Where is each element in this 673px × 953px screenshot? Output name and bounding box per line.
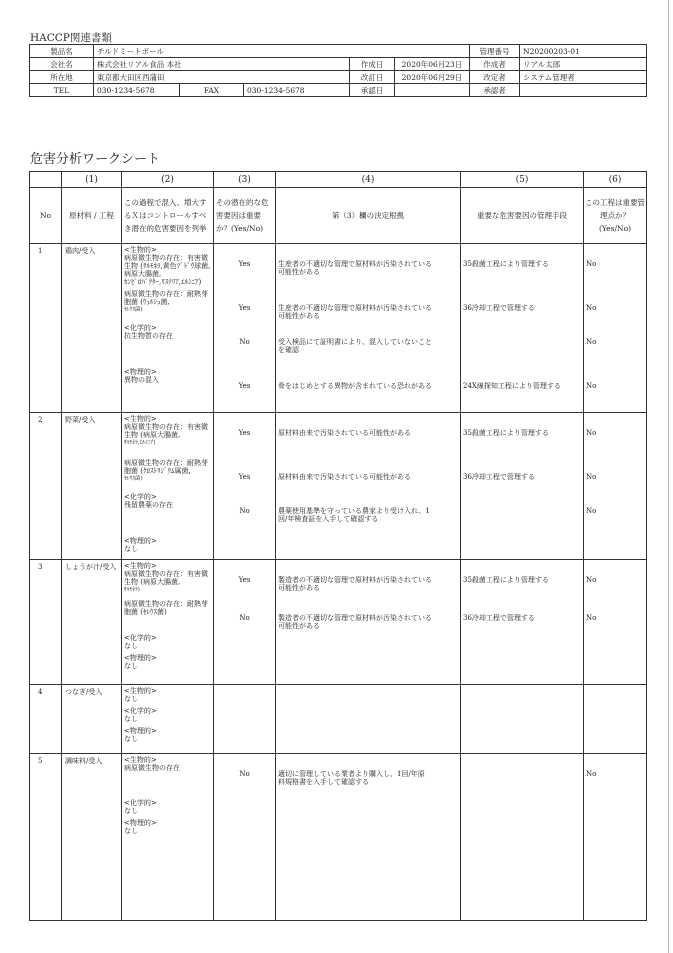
basis-text (278, 304, 458, 320)
hazard-line: <物理的> (124, 819, 157, 827)
col-number-1: (1) (62, 172, 122, 188)
hazard-line: ｶﾝﾋﾟﾛﾊﾞｸﾀｰ,ﾘｽﾃﾘｱ,ｴﾙｼﾆｱ) (124, 278, 202, 286)
basis-text (278, 576, 458, 592)
basis-line: 農薬使用基準を守っている農家より受け入れ、1 (278, 507, 430, 515)
author-value: リアル太郎 (520, 58, 647, 71)
author-label: 作成者 (470, 58, 520, 71)
hazard-text (124, 493, 211, 509)
basis-line: 骨をはじめとする異物が含まれている恐れがある (278, 382, 432, 390)
ccp-value: No (586, 473, 597, 481)
col-number-4: (4) (276, 172, 461, 188)
tel-label: TEL (30, 84, 94, 97)
hazard-line: ｾﾚｳｽ菌) (124, 476, 143, 482)
ccp-cell (584, 413, 647, 560)
fax-value: 030-1234-5678 (244, 84, 350, 97)
hazard-text (124, 459, 211, 483)
important-value: Yes (238, 260, 251, 268)
hazard-line: <生物的> (124, 415, 157, 423)
table-row (30, 244, 647, 413)
document-title: HACCP関連書類 (30, 32, 112, 44)
control-cell (461, 244, 584, 413)
revised-label: 改訂日 (350, 71, 395, 84)
basis-line: 受入検品にて証明書により、混入していないこと (278, 338, 432, 346)
basis-cell (276, 685, 461, 754)
ccp-value: No (586, 576, 597, 584)
ccp-cell (584, 754, 647, 921)
col-number-6: (6) (584, 172, 647, 188)
control-text: 35殺菌工程により管理する (463, 429, 549, 437)
approved-label: 承認日 (350, 84, 395, 97)
header-no: No (30, 188, 62, 244)
basis-line: 原材料由来で汚染されている可能性がある (278, 473, 411, 481)
reviser-value: システム管理者 (520, 71, 647, 84)
basis-line: 可能性がある (278, 622, 320, 630)
row-material: 野菜/受入 (62, 413, 122, 560)
table-row (30, 413, 647, 560)
approver-label: 承認者 (470, 84, 520, 97)
hazard-line: <生物的> (124, 246, 157, 254)
basis-line: 生産者の不適切な管理で原材料が汚染されている (278, 260, 432, 268)
hazard-line: ｾﾚｳｽ菌) (124, 307, 143, 313)
basis-text (278, 429, 458, 437)
ccp-value: No (586, 382, 597, 390)
hazard-line: なし (124, 715, 138, 723)
hazard-text (124, 756, 211, 772)
row-material: 調味料/受入 (62, 754, 122, 921)
control-cell (461, 560, 584, 685)
basis-line: 料規格書を入手して確認する (278, 778, 369, 786)
important-cell (214, 244, 276, 413)
control-text: 24X線探知工程により管理する (463, 382, 561, 390)
ccp-value: No (586, 304, 597, 312)
company-label: 会社名 (30, 58, 94, 71)
product-label: 製品名 (30, 45, 94, 58)
page-edge (668, 0, 669, 953)
reviser-label: 改定者 (470, 71, 520, 84)
hazard-line: なし (124, 642, 138, 650)
basis-line: 回/年検査証を入手して確認する (278, 515, 379, 523)
hazard-text (124, 415, 211, 447)
hazard-text (124, 687, 211, 743)
header-important: その潜在的な危害要因は重要か？(Yes/No) (214, 188, 276, 244)
hazard-text (124, 290, 211, 314)
created-label: 作成日 (350, 58, 395, 71)
address-value: 東京都大田区西蒲田 (94, 71, 350, 84)
header-control: 重要な危害要因の管理手段 (461, 188, 584, 244)
control-text: 35殺菌工程により管理する (463, 260, 549, 268)
basis-line: 原材料由来で汚染されている可能性がある (278, 429, 411, 437)
header-hazards: この過程で混入、増大するＸはコントロールすべき潜在的危害要因を列挙 (122, 188, 214, 244)
row-no: 3 (30, 560, 62, 685)
col-number-2: (2) (122, 172, 214, 188)
row-no: 2 (30, 413, 62, 560)
hazard-text (124, 600, 211, 616)
hazard-line: 異物の混入 (124, 376, 159, 384)
control-cell (461, 685, 584, 754)
mgmt-no-label: 管理番号 (470, 45, 520, 58)
header-material: 原材料 / 工程 (62, 188, 122, 244)
basis-line: を確認 (278, 346, 299, 354)
hazard-line: ｻﾙﾓﾈﾗ) (124, 587, 140, 593)
control-text: 36冷却工程で管理する (463, 614, 535, 622)
hazard-line: <化学的> (124, 799, 157, 807)
ccp-value: No (586, 614, 597, 622)
hazard-cell (122, 754, 214, 921)
hazard-line: 病原微生物の存在：耐熱芽胞菌 (ｳｪﾙｼｭ菌, (124, 290, 208, 306)
important-value: No (239, 338, 250, 346)
control-text: 36冷却工程で管理する (463, 304, 535, 312)
important-cell (214, 685, 276, 754)
hazard-text (124, 368, 211, 384)
hazard-cell (122, 685, 214, 754)
row-no: 5 (30, 754, 62, 921)
control-text: 36冷却工程で管理する (463, 473, 535, 481)
company-value: 株式会社リアル食品 本社 (94, 58, 350, 71)
hazard-text (124, 562, 211, 594)
product-value: チルドミートボール (94, 45, 470, 58)
hazard-line: 抗生物質の存在 (124, 332, 173, 340)
header-ccp: この工程は重要管理点か？(Yes/No) (584, 188, 647, 244)
important-value: Yes (238, 304, 251, 312)
basis-line: 製造者の不適切な管理で原材料が汚染されている (278, 614, 432, 622)
important-cell (214, 560, 276, 685)
control-text: 35殺菌工程により管理する (463, 576, 549, 584)
hazard-line: なし (124, 807, 138, 815)
basis-line: 可能性がある (278, 584, 320, 592)
important-value: Yes (238, 473, 251, 481)
basis-line: 可能性がある (278, 268, 320, 276)
important-value: Yes (238, 429, 251, 437)
hazard-line: なし (124, 695, 138, 703)
ccp-value: No (586, 260, 597, 268)
hazard-line: 病原微生物の存在：耐熱芽胞菌 (ｸﾛｽﾄﾘｼﾞｳﾑ属菌, (124, 459, 208, 475)
hazard-text (124, 324, 211, 340)
important-value: Yes (238, 576, 251, 584)
basis-cell (276, 413, 461, 560)
important-value: Yes (238, 382, 251, 390)
important-cell (214, 413, 276, 560)
hazard-line: <生物的> (124, 687, 157, 695)
hazard-line: なし (124, 545, 138, 553)
basis-cell (276, 244, 461, 413)
row-material: 鶏肉/受入 (62, 244, 122, 413)
basis-text (278, 382, 458, 390)
control-cell (461, 413, 584, 560)
hazard-line: なし (124, 827, 138, 835)
ccp-value: No (586, 429, 597, 437)
important-value: No (239, 614, 250, 622)
basis-line: 製造者の不適切な管理で原材料が汚染されている (278, 576, 432, 584)
row-no: 4 (30, 685, 62, 754)
hazard-line: <生物的> (124, 756, 157, 764)
address-label: 所在地 (30, 71, 94, 84)
basis-text (278, 338, 458, 354)
hazard-line: 病原微生物の存在：有害微生物 (病原大腸菌, (124, 570, 208, 586)
row-material: つなぎ/受入 (62, 685, 122, 754)
approved-value (395, 84, 470, 97)
hazard-line: <物理的> (124, 537, 157, 545)
hazard-line: 残留農薬の存在 (124, 501, 173, 509)
basis-text (278, 260, 458, 276)
ccp-value: No (586, 770, 597, 778)
hazard-line: <物理的> (124, 727, 157, 735)
product-info-table (29, 44, 647, 97)
hazard-worksheet-table (29, 171, 647, 921)
hazard-cell (122, 560, 214, 685)
important-value: No (239, 770, 250, 778)
revised-value: 2020年06月29日 (395, 71, 470, 84)
header-basis: 第（3）欄の決定根拠 (276, 188, 461, 244)
hazard-line: 病原微生物の存在：有害微生物 (ｻﾙﾓﾈﾗ,黄色ﾌﾞﾄﾞｳ球菌,病原大腸菌, (124, 254, 211, 278)
basis-text (278, 770, 458, 786)
hazard-line: <生物的> (124, 562, 157, 570)
hazard-cell (122, 244, 214, 413)
hazard-line: <化学的> (124, 707, 157, 715)
basis-line: 適切に管理している業者より購入し、1回/年原 (278, 770, 425, 778)
basis-text (278, 614, 458, 630)
hazard-line: <物理的> (124, 654, 157, 662)
hazard-line: <物理的> (124, 368, 157, 376)
fax-label: FAX (180, 84, 244, 97)
hazard-text (124, 246, 211, 286)
approver-value (520, 84, 647, 97)
important-value: No (239, 507, 250, 515)
hazard-line: 病原微生物の存在：有害微生物 (病原大腸菌, (124, 423, 208, 439)
ccp-cell (584, 244, 647, 413)
hazard-line: なし (124, 735, 138, 743)
hazard-text (124, 799, 211, 835)
table-row (30, 754, 647, 921)
mgmt-no-value: N20200203-01 (520, 45, 647, 58)
basis-cell (276, 754, 461, 921)
row-no: 1 (30, 244, 62, 413)
basis-line: 生産者の不適切な管理で原材料が汚染されている (278, 304, 432, 312)
ccp-cell (584, 685, 647, 754)
hazard-line: 病原微生物の存在：耐熱芽胞菌 (ｾﾚｳｽ菌) (124, 600, 208, 616)
ccp-value: No (586, 338, 597, 346)
hazard-line: なし (124, 662, 138, 670)
hazard-line: <化学的> (124, 634, 157, 642)
basis-text (278, 507, 458, 523)
control-cell (461, 754, 584, 921)
hazard-line: ｻﾙﾓﾈﾗ,ｴﾙｼﾆｱ) (124, 440, 156, 446)
ccp-cell (584, 560, 647, 685)
col-number-3: (3) (214, 172, 276, 188)
table-row (30, 560, 647, 685)
hazard-line: 病原微生物の存在 (124, 764, 180, 772)
important-cell (214, 754, 276, 921)
hazard-line: <化学的> (124, 493, 157, 501)
hazard-text (124, 537, 211, 553)
basis-cell (276, 560, 461, 685)
basis-line: 可能性がある (278, 312, 320, 320)
col-number-5: (5) (461, 172, 584, 188)
hazard-line: <化学的> (124, 324, 157, 332)
created-value: 2020年06月23日 (395, 58, 470, 71)
basis-text (278, 473, 458, 481)
tel-value: 030-1234-5678 (94, 84, 180, 97)
ccp-value: No (586, 507, 597, 515)
row-material: しょうが汁/受入 (62, 560, 122, 685)
table-row (30, 685, 647, 754)
hazard-cell (122, 413, 214, 560)
hazard-text (124, 634, 211, 670)
worksheet-title: 危害分析ワークシート (30, 152, 161, 167)
